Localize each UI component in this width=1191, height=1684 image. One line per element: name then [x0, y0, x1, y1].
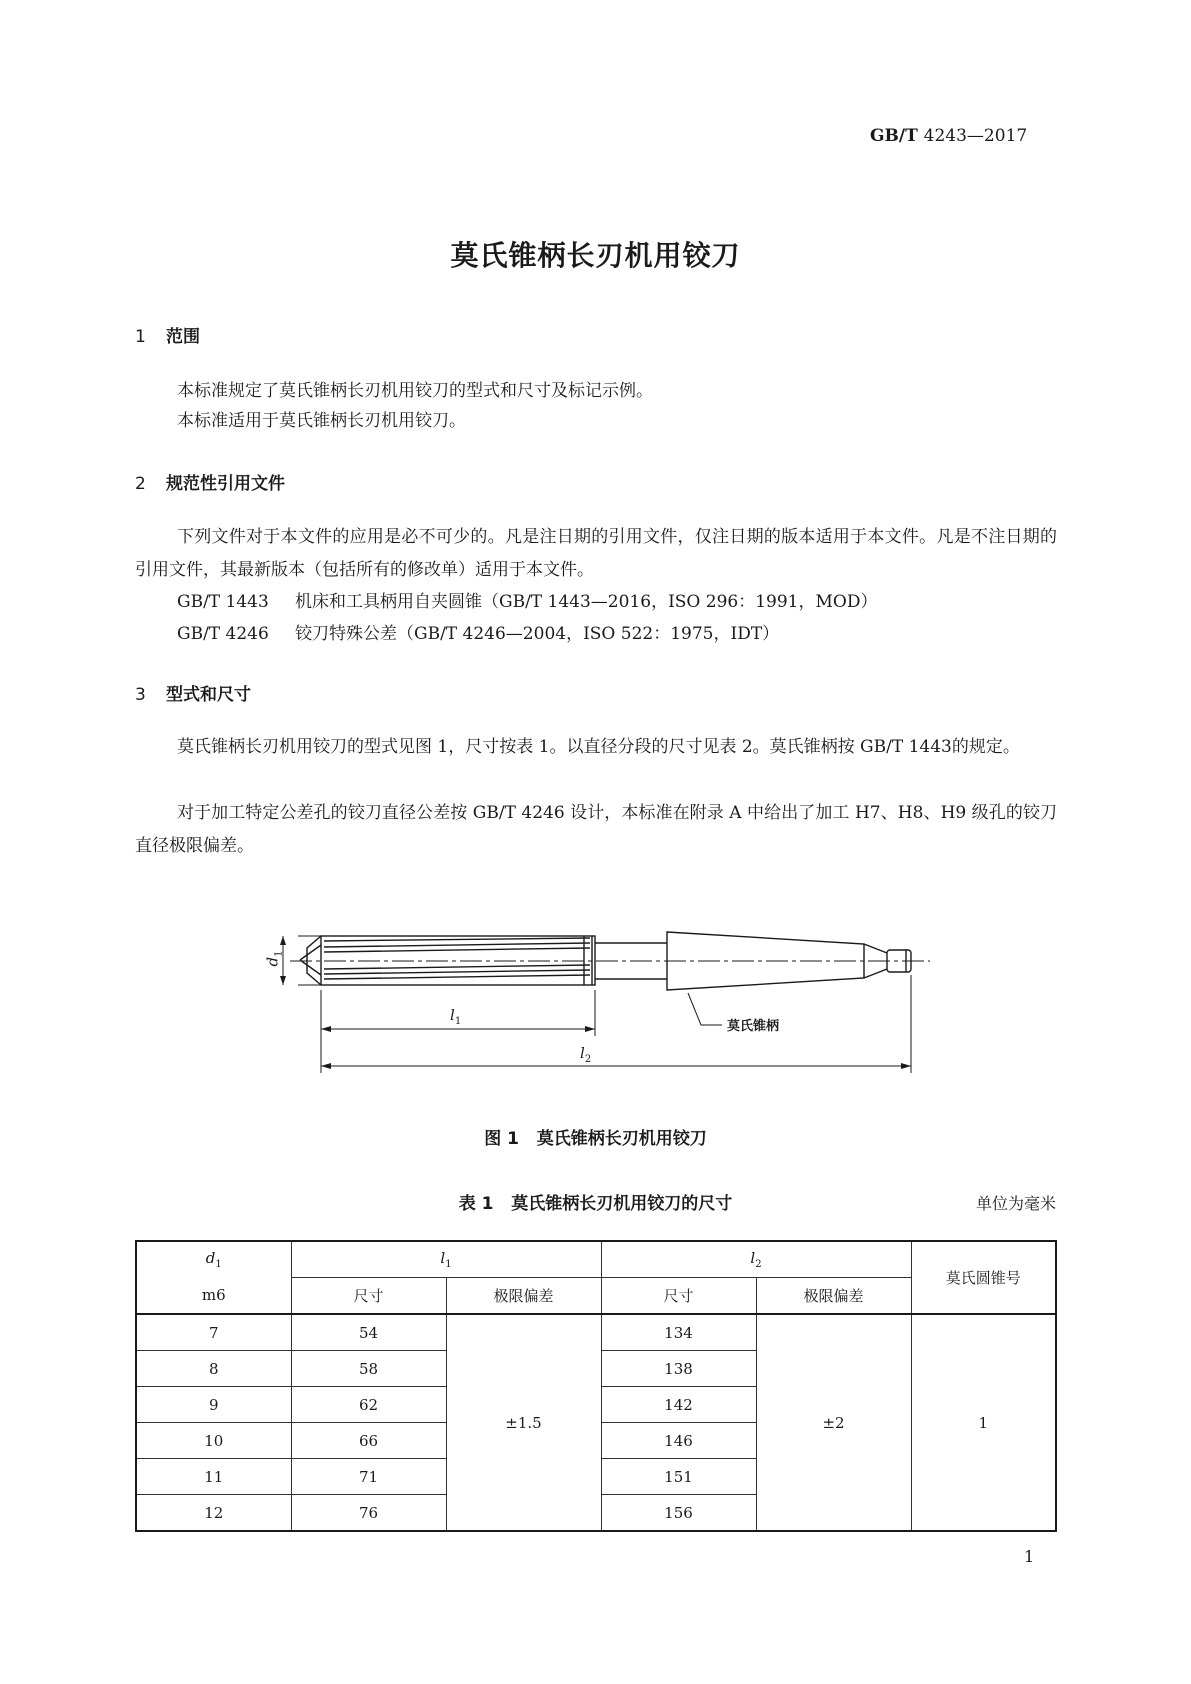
header-l2-size: 尺寸 [601, 1278, 756, 1315]
table-row [136, 1314, 1056, 1351]
header-l2-tol: 极限偏差 [756, 1278, 911, 1315]
cell-l1: 62 [291, 1387, 446, 1423]
cell-d1: 9 [136, 1387, 291, 1423]
cell-l2-tol: ±2 [756, 1314, 911, 1531]
cell-l2: 151 [601, 1459, 756, 1495]
cell-d1: 7 [136, 1314, 291, 1351]
cell-l2: 156 [601, 1495, 756, 1532]
cell-l1: 58 [291, 1351, 446, 1387]
header-l2: $l_2$ [601, 1241, 911, 1278]
section-number: 1 [135, 327, 146, 347]
d1-label: $d_1$ [263, 950, 285, 967]
cell-l2: 138 [601, 1351, 756, 1387]
section-title: 规范性引用文件 [166, 474, 285, 494]
cell-l2: 142 [601, 1387, 756, 1423]
header-l1-size: 尺寸 [291, 1278, 446, 1315]
shank-label: 莫氏锥柄 [727, 1019, 780, 1034]
cell-l1: 71 [291, 1459, 446, 1495]
standard-number: 4243—2017 [923, 126, 1028, 146]
page-number: 1 [1024, 1547, 1035, 1566]
section-3-para-2: 对于加工特定公差孔的铰刀直径公差按 GB/T 4246 设计，本标准在附录 A 中给出了加工 H7、H8、H9 级孔的铰刀直径极限偏差。 [135, 803, 1057, 856]
section-1-para-1: 本标准规定了莫氏锥柄长刃机用铰刀的型式和尺寸及标记示例。 [177, 381, 653, 401]
section-title: 范围 [166, 327, 200, 347]
cell-d1: 11 [136, 1459, 291, 1495]
reference-code: GB/T 1443 [177, 592, 269, 612]
section-number: 3 [135, 685, 146, 705]
cell-morse-no: 1 [911, 1314, 1056, 1531]
reference-text: 铰刀特殊公差（GB/T 4246—2004，ISO 522：1975，IDT） [295, 624, 780, 644]
reference-text: 机床和工具柄用自夹圆锥（GB/T 1443—2016，ISO 296：1991，MOD） [295, 592, 878, 612]
section-3-para-1: 莫氏锥柄长刃机用铰刀的型式见图 1，尺寸按表 1。以直径分段的尺寸见表 2。莫氏锥柄按 GB/T 1443的规定。 [177, 737, 1020, 757]
cell-l2: 146 [601, 1423, 756, 1459]
table-caption: 表 1 莫氏锥柄长刃机用铰刀的尺寸 [458, 1194, 733, 1214]
header-l1-tol: 极限偏差 [446, 1278, 601, 1315]
section-title: 型式和尺寸 [166, 685, 251, 705]
cell-l1: 76 [291, 1495, 446, 1532]
cell-d1: 12 [136, 1495, 291, 1532]
cell-l1: 66 [291, 1423, 446, 1459]
cell-l1: 54 [291, 1314, 446, 1351]
l1-label: $l_1$ [450, 1006, 462, 1027]
header-l1: $l_1$ [291, 1241, 601, 1278]
table-header-row [136, 1241, 1056, 1278]
cell-l1-tol: ±1.5 [446, 1314, 601, 1531]
reference-code: GB/T 4246 [177, 624, 269, 644]
cell-d1: 10 [136, 1423, 291, 1459]
standard-prefix: GB/T [870, 126, 918, 146]
section-number: 2 [135, 474, 146, 494]
dimensions-table [135, 1240, 1057, 1532]
cell-d1: 8 [136, 1351, 291, 1387]
header-m6: m6 [136, 1278, 291, 1315]
section-2-para-1: 下列文件对于本文件的应用是必不可少的。凡是注日期的引用文件，仅注日期的版本适用于本文件。凡是不注日期的引用文件，其最新版本（包括所有的修改单）适用于本文件。 [135, 527, 1057, 580]
document-title: 莫氏锥柄长刃机用铰刀 [450, 239, 741, 272]
header-d1: $d_1$ [136, 1241, 291, 1278]
shank-leader [688, 993, 722, 1025]
section-1-para-2: 本标准适用于莫氏锥柄长刃机用铰刀。 [177, 411, 466, 431]
cell-l2: 134 [601, 1314, 756, 1351]
l2-label: $l_2$ [580, 1044, 592, 1065]
figure-caption: 图 1 莫氏锥柄长刃机用铰刀 [484, 1129, 707, 1149]
table-unit: 单位为毫米 [975, 1194, 1056, 1213]
header-morse: 莫氏圆锥号 [911, 1241, 1056, 1314]
